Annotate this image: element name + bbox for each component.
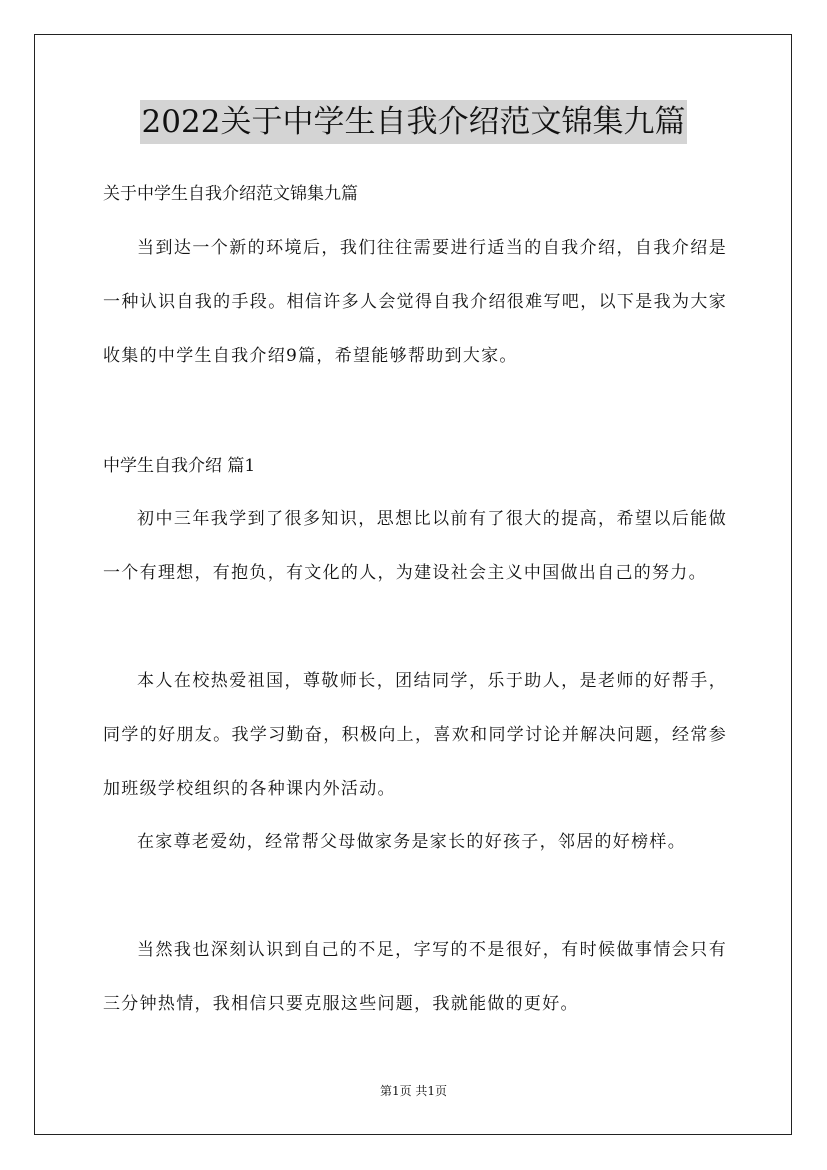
- document-subtitle: 关于中学生自我介绍范文锦集九篇: [103, 184, 358, 204]
- title-container: [0, 100, 827, 144]
- body-paragraph: 初中三年我学到了很多知识，思想比以前有了很大的提高，希望以后能做一个有理想，有抱负，有文化的人，为建设社会主义中国做出自己的努力。: [103, 509, 727, 583]
- body-paragraph: 当然我也深刻认识到自己的不足，字写的不是很好，有时候做事情会只有三分钟热情，我相信只要克服这些问题，我就能做的更好。: [103, 940, 727, 1014]
- body-paragraph: 在家尊老爱幼，经常帮父母做家务是家长的好孩子，邻居的好榜样。: [137, 832, 686, 852]
- section-heading: 中学生自我介绍 篇1: [103, 456, 256, 476]
- page-footer: 第1页 共1页: [379, 1084, 448, 1098]
- document-title: 2022关于中学生自我介绍范文锦集九篇: [140, 100, 688, 144]
- body-paragraph: 本人在校热爱祖国，尊敬师长，团结同学，乐于助人，是老师的好帮手，同学的好朋友。我学习勤奋，积极向上，喜欢和同学讨论并解决问题，经常参加班级学校组织的各种课内外活动。: [103, 671, 727, 799]
- intro-paragraph: 当到达一个新的环境后，我们往往需要进行适当的自我介绍，自我介绍是一种认识自我的手段。相信许多人会觉得自我介绍很难写吧，以下是我为大家收集的中学生自我介绍9篇，希望能够帮助到大家。: [103, 238, 727, 366]
